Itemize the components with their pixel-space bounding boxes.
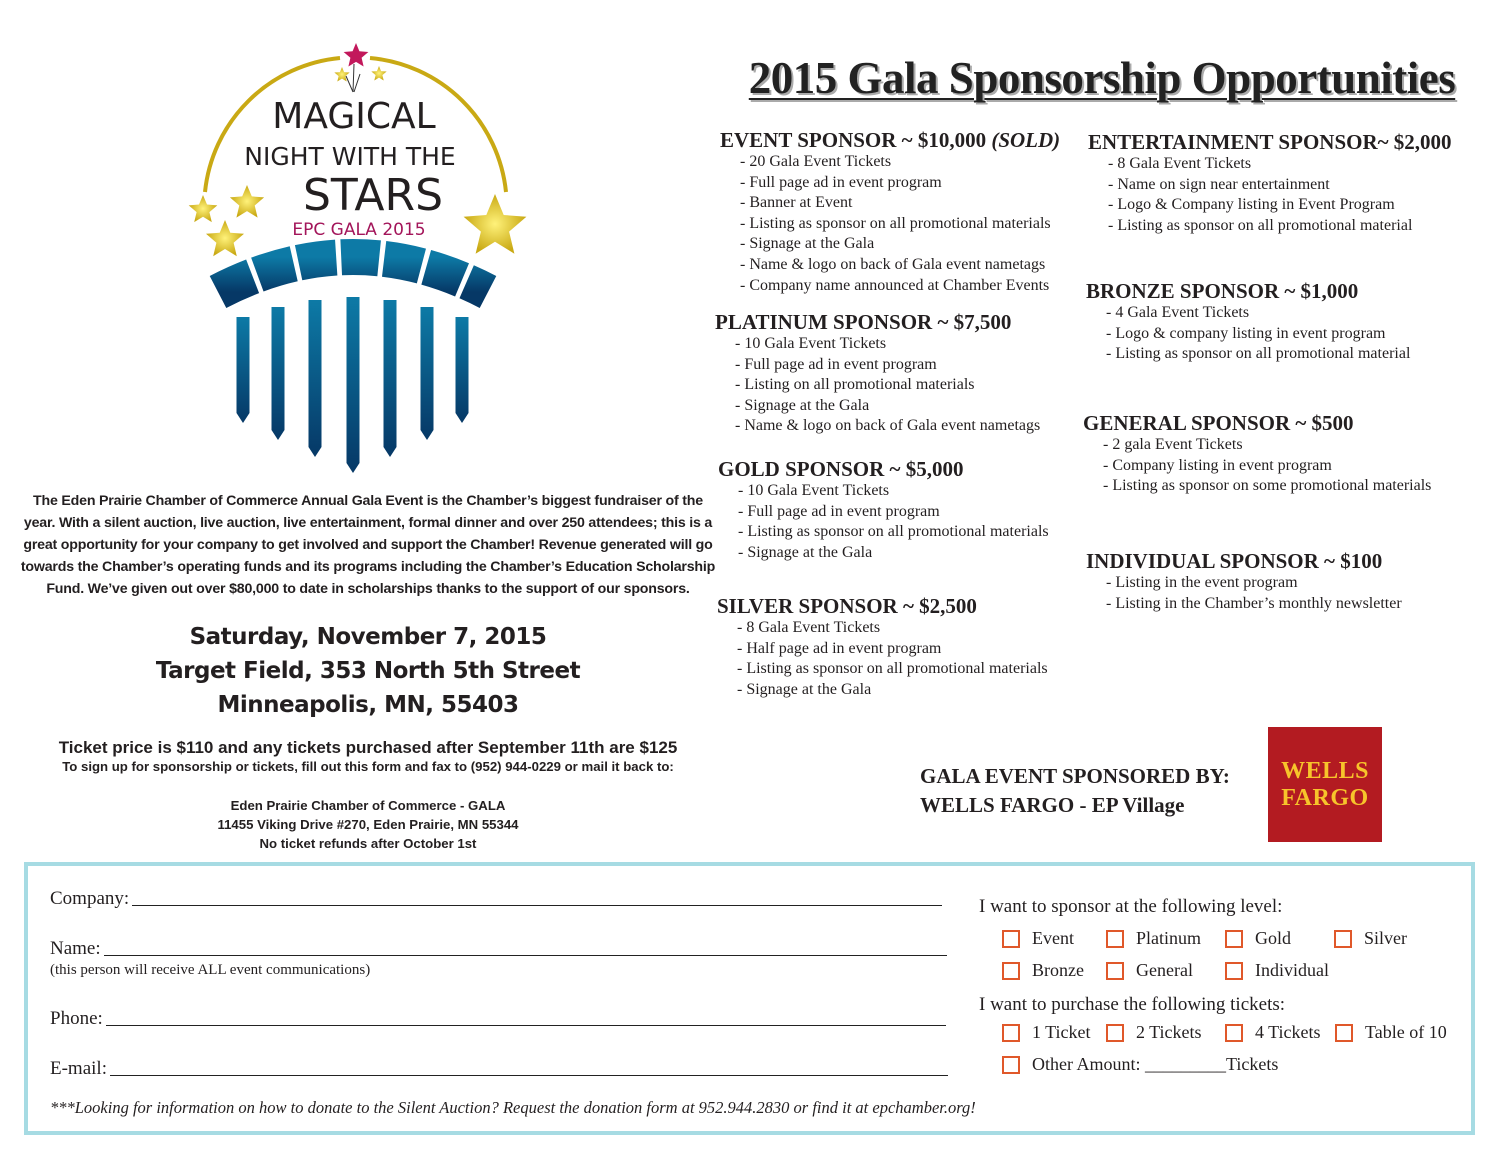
sponsor-benefit: - Listing as sponsor on all promotional materials [738,523,1049,541]
checkbox-level-gold[interactable] [1225,928,1291,949]
ticket-price: Ticket price is $110 and any tickets purchased after September 11th are $125 [58,738,678,757]
checkbox-label: Other Amount: _________Tickets [1032,1054,1279,1074]
sponsor-benefit: - 8 Gala Event Tickets [1108,155,1252,172]
mailing-address [20,796,716,853]
arch [218,257,488,292]
column [237,317,250,423]
phone-input[interactable] [106,1025,946,1026]
checkbox-level-silver[interactable] [1334,928,1407,949]
checkbox-label: Gold [1255,928,1291,948]
event-venue: Target Field, 353 North 5th Street [155,658,581,684]
page-title: 2015 Gala Sponsorship Opportunities [748,53,1456,103]
sponsor-benefit: - Company listing in event program [1103,456,1332,474]
checkbox-level-event[interactable] [1002,928,1074,949]
column [347,297,360,473]
star-icon [371,66,386,81]
star-icon [464,194,527,254]
checkbox-label: 4 Tickets [1255,1022,1321,1042]
ticket-question: I want to purchase the following tickets: [979,994,1286,1015]
address-line: 11455 Viking Drive #270, Eden Prairie, MN 55344 [217,817,519,832]
checkbox-label: Table of 10 [1365,1022,1447,1042]
sponsor-heading: BRONZE SPONSOR ~ $1,000 [1086,279,1359,303]
checkbox-ticket-option[interactable] [1335,1022,1447,1043]
sponsor-benefit: - Logo & Company listing in Event Program [1108,196,1395,214]
sponsor-level [1083,411,1431,497]
sponsor-level [715,310,1040,437]
sponsor-name: WELLS FARGO - EP Village [920,793,1185,817]
sponsor-level [1088,130,1452,236]
sponsor-benefit: - Full page ad in event program [735,355,937,373]
column [421,307,434,440]
checkbox-ticket-option[interactable] [1106,1022,1202,1043]
sponsored-by-label: GALA EVENT SPONSORED BY: [920,764,1230,788]
sponsor-benefit: - 4 Gala Event Tickets [1106,304,1250,321]
email-input[interactable] [110,1075,948,1076]
checkbox[interactable] [1002,962,1020,980]
name-input[interactable] [104,955,947,956]
checkbox-label: Bronze [1032,960,1084,980]
sponsor-level [720,128,1060,296]
sponsor-benefit: - Half page ad in event program [737,639,942,657]
logo-epc-gala: EPC GALA 2015 [292,220,426,240]
name-label: Name: [50,938,101,959]
checkbox-level-individual[interactable] [1225,960,1329,981]
sponsor-benefit: - Listing as sponsor on all promotional material [1108,216,1413,234]
sponsored-by [920,762,1230,820]
sponsor-heading: ENTERTAINMENT SPONSOR~ $2,000 [1088,130,1452,154]
gala-logo [180,40,540,480]
column [384,300,397,457]
ticket-info [20,738,716,853]
sponsor-benefit: - 8 Gala Event Tickets [737,619,881,636]
star-icon [189,195,218,222]
event-info [20,620,716,722]
checkbox-label: 2 Tickets [1136,1022,1202,1042]
sponsor-level [718,457,1049,563]
level-question: I want to sponsor at the following level: [979,896,1283,917]
checkbox[interactable] [1002,930,1020,948]
email-field[interactable] [50,1058,948,1080]
signup-instructions: To sign up for sponsorship or tickets, fill out this form and fax to (952) 944-0229 or mail it back to: [62,759,674,774]
sponsor-benefit: - Full page ad in event program [738,502,940,520]
sold-note: (SOLD) [991,128,1061,152]
phone-label: Phone: [50,1008,103,1029]
column [309,300,322,457]
sponsor-heading: PLATINUM SPONSOR ~ $7,500 [715,310,1012,334]
sponsor-level [717,594,1048,700]
sponsor-benefit: - Signage at the Gala [737,680,872,698]
sponsor-heading: SILVER SPONSOR ~ $2,500 [717,594,977,618]
sponsor-benefit: - Listing on all promotional materials [735,376,975,394]
checkbox[interactable] [1106,930,1124,948]
checkbox[interactable] [1002,1056,1020,1074]
name-note: (this person will receive ALL event communications) [50,962,371,978]
checkbox-label: Platinum [1136,928,1202,948]
signup-form [24,862,1475,1135]
sponsor-benefit: - Listing as sponsor on all promotional material [1106,345,1411,363]
checkbox[interactable] [1106,962,1124,980]
column [272,307,285,440]
sponsor-heading: GOLD SPONSOR ~ $5,000 [718,457,964,481]
star-icon [206,220,244,256]
event-city: Minneapolis, MN, 55403 [217,692,519,718]
checkbox-level-platinum[interactable] [1106,928,1201,949]
sponsor-heading: GENERAL SPONSOR ~ $500 [1083,411,1354,435]
sponsor-heading: INDIVIDUAL SPONSOR ~ $100 [1086,549,1383,573]
checkbox[interactable] [1225,962,1243,980]
checkbox[interactable] [1335,1024,1353,1042]
email-label: E-mail: [50,1058,107,1079]
sponsor-benefit: - Signage at the Gala [740,235,875,253]
sponsor-benefit: - 20 Gala Event Tickets [740,153,892,170]
sponsor-benefit: - Logo & company listing in event program [1106,324,1386,342]
footnote: ***Looking for information on how to donate to the Silent Auction? Request the donation form at 952.944.2830 or find it at epchamber.org! [50,1098,976,1117]
checkbox-label: Event [1032,928,1074,948]
checkbox-label: General [1136,960,1193,980]
checkbox-other-amount[interactable] [1002,1054,1278,1075]
sponsor-benefit: - Company name announced at Chamber Events [740,276,1050,294]
logo-text: WELLS [1281,757,1369,784]
checkbox-level-bronze[interactable] [1002,960,1084,981]
sponsor-level [1086,549,1402,614]
sponsor-benefit: - Listing as sponsor on all promotional materials [737,660,1048,678]
checkbox-level-general[interactable] [1106,960,1193,981]
sponsor-benefit: - Signage at the Gala [738,543,873,561]
checkbox-ticket-option[interactable] [1225,1022,1321,1043]
sponsor-benefit: - Listing as sponsor on some promotional materials [1103,477,1432,495]
logo-magical: MAGICAL [272,96,436,137]
sponsor-level [1086,279,1410,365]
sponsor-benefit: - Name & logo on back of Gala event nametags [740,255,1046,273]
name-field[interactable] [50,938,947,960]
company-label: Company: [50,888,130,909]
sponsor-benefit: - Banner at Event [740,194,853,212]
checkbox-label: Individual [1255,960,1329,980]
checkbox[interactable] [1225,930,1243,948]
checkbox[interactable] [1106,1024,1124,1042]
checkbox-label: Silver [1364,928,1407,948]
sponsor-benefit: - Listing in the Chamber’s monthly newsletter [1106,594,1402,612]
sponsor-benefit: - 10 Gala Event Tickets [738,482,890,499]
star-icon [344,43,369,67]
checkbox-ticket-option[interactable] [1002,1022,1091,1043]
address-line: Eden Prairie Chamber of Commerce - GALA [230,798,506,813]
sponsor-benefit: - 2 gala Event Tickets [1103,436,1243,453]
phone-field[interactable] [50,1008,946,1030]
sponsor-benefit: - 10 Gala Event Tickets [735,335,887,352]
intro-paragraph: The Eden Prairie Chamber of Commerce Annual Gala Event is the Chamber’s biggest fundraiser of the year. With a silent auction, live auction, live entertainment, formal dinner and over 250 attendees; this is a great opportunity for your company to get involved and support the Chamber! Revenue generated will go towards the Chamber’s operating funds and its programs including the Chamber’s Education Scholarship Fund. We’ve given out over $80,000 to date in scholarships thanks to the support of our sponsors. [20,493,716,597]
sponsor-benefit: - Full page ad in event program [740,173,942,191]
wells-fargo-logo [1268,727,1382,842]
company-field[interactable] [50,888,942,910]
checkbox[interactable] [1225,1024,1243,1042]
sponsor-benefit: - Name on sign near entertainment [1108,175,1330,193]
checkbox[interactable] [1002,1024,1020,1042]
event-date: Saturday, November 7, 2015 [189,624,547,650]
company-input[interactable] [132,905,942,906]
column [456,317,469,423]
logo-text: FARGO [1281,784,1369,811]
checkbox[interactable] [1334,930,1352,948]
star-icon [230,185,264,218]
sponsor-benefit: - Listing in the event program [1106,574,1298,591]
refund-note: No ticket refunds after October 1st [259,836,477,851]
sponsor-benefit: - Signage at the Gala [735,396,870,414]
logo-night: NIGHT WITH THE [244,142,456,171]
logo-stars: STARS [303,170,443,221]
sponsor-benefit: - Listing as sponsor on all promotional materials [740,214,1051,232]
sponsor-benefit: - Name & logo on back of Gala event nametags [735,417,1041,435]
sponsor-heading: EVENT SPONSOR ~ $10,000 (SOLD) [720,128,1061,152]
checkbox-label: 1 Ticket [1032,1022,1091,1042]
